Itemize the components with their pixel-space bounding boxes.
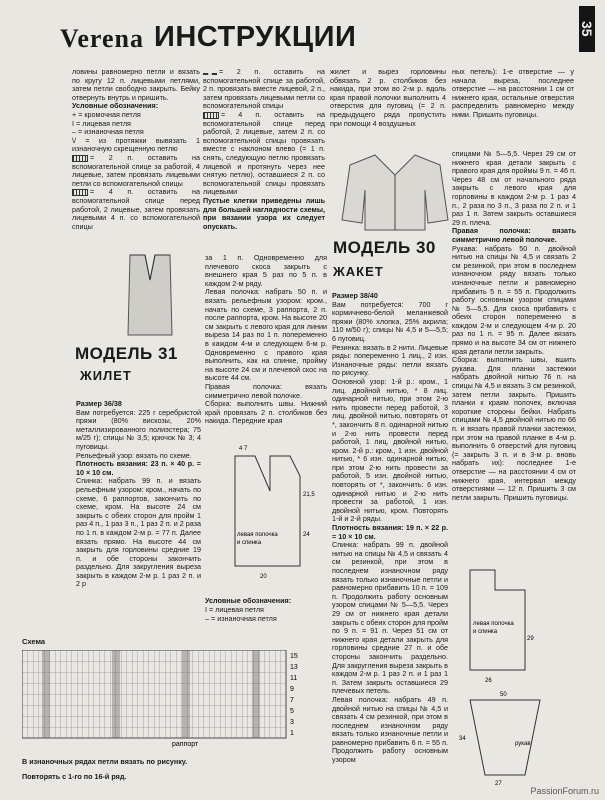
legend-item: – = изнаночная петля xyxy=(72,127,144,137)
dim: 50 xyxy=(500,692,507,698)
gauge: Плотность вязания: 19 п. × 22 р. = 10 × 10 см. xyxy=(332,523,448,541)
dim: 29 xyxy=(527,636,534,642)
legend-2 xyxy=(205,596,291,623)
footer-note-1: В изнаночных рядах петли вязать по рисунку. xyxy=(22,757,188,766)
knitting-chart xyxy=(22,650,302,748)
note: Пустые клетки приведены лишь для большей наглядности схемы, при вязании узора их следует опускать. xyxy=(203,195,325,231)
model-31-instructions xyxy=(76,400,201,632)
row-number: 7 xyxy=(290,697,294,704)
repeat-label: раппорт xyxy=(172,741,199,748)
brand-logo: Verena xyxy=(60,24,144,53)
left-front: Левая полочка: набрать 50 п. и вязать рельефным узором: кром., начать по схеме, 3 раппорта, 2 п. после раппорта, кром. На высоте 20 см закрыть с левого края для линии выреза 14 раз по 1 п. попеременно в каждом 4-м и следующем 6-м р. Одновременно с правого края выполнить, как на спинке, пройму на высоте 24 см и плечевой скос на высоте 44 см. xyxy=(205,287,327,383)
legend-item: I = лицевая петля xyxy=(72,118,131,128)
row-number: 9 xyxy=(290,686,294,693)
diagram-label: и спинка xyxy=(237,540,262,546)
vest-illustration xyxy=(110,250,190,340)
cable-symbol-icon xyxy=(203,70,217,75)
schema-label: Схема xyxy=(22,637,46,646)
watermark: PassionForum.ru xyxy=(530,786,599,796)
legend-item: = 2 п. оставить на вспомогательной спице за работой, 2 п. провязать вместе лицевой, 2 п., затем провязать лицевыми петли со вспомогательной спицы xyxy=(203,68,325,111)
legend-item: + = кромочная петля xyxy=(72,109,141,119)
right-front: Правая полочка: вязать симметрично левой полочке. xyxy=(205,381,327,400)
legend-item: = 4 п. оставить на вспомогательной спице перед работой, 2 лицевые, затем 2 п. со вспомогательной спицы провязать вместе с наклоном влево (= 1 п. снять, следующую петлю провязать лицевой и протянуть через нее снятую петлю), оставшиеся 2 п. со вспомогательной спицы провязать лицевыми xyxy=(203,109,325,197)
cable-symbol-icon xyxy=(72,155,88,162)
size: Размер 38/40 xyxy=(332,292,378,300)
model-31-name: ЖИЛЕТ xyxy=(80,368,132,383)
dim: 34 xyxy=(459,736,466,742)
paragraph: спицами № 5—5,5. Через 29 см от нижнего края детали закрыть с правого края для проймы 9 п. = 46 п. Через 48 см от начального ряда закрыть с левого края для горловины в каждом 2-м р. 1 раз 4 п., 2 раза по 3 п., 3 раза по 2 п. и 1 раз 1 п. Затем закрыть оставшиеся 29 п. плеча. xyxy=(452,150,576,227)
cable-symbol-icon xyxy=(203,112,219,119)
row-number: 1 xyxy=(290,730,294,737)
row-number: 5 xyxy=(290,708,294,715)
dim: 26 xyxy=(485,678,492,684)
model-31-instructions-cont xyxy=(205,254,327,432)
pattern: Рельефный узор: вязать по схеме. xyxy=(76,450,192,460)
legend-item: – = изнаночная петля xyxy=(205,614,277,623)
legend-item: I = лицевая петля xyxy=(205,605,264,614)
assembly: Сборка: выполнить швы, вшить рукава. Для планки застежки набрать двойной нитью 76 п. на спицы № 4,5 и вязать 3 см резинкой, затем петли закрыть. Пришить планки к краям полочек, включая короткие стороны бейки. Набрать спицами № 4,5 двойной нитью по 66 п. и вязать правой планки застежки, при этом на правой планке в 4-м р. выполнить 6 отверстий для пуговиц (= закрыть 3 п. и в 3-м р. вновь набрать их): последнее 1-е отверстие — на расстоянии 4 см от нижнего края, интервал между отверстиями — 12 п. Пришить 3 см петли закрыть. Пришить пуговицы. xyxy=(452,355,576,502)
dim: 4 7 xyxy=(239,446,248,452)
vest-pattern-diagram xyxy=(215,436,325,586)
model-30-instructions-cont xyxy=(452,150,576,550)
main-pattern: Основной узор: 1-й р.: кром., 1 лиц. двойной нитью, * 8 лиц. одинарной нитью, при этом 2-ю нить провести перед работой, 3 лиц. двойной нитью, повторять от *, закончить 8 п. одинарной нитью и 2-ю нить провести перед работой, 1 лиц. двойной нитью, кром. 2-й р.: кром., 1 изн. двойной нитью, * 6 изн. одинарной нитью, при этом 2-ю нить провести за работой, 5 изн. двойной нитью, повторять от *, закончить: 6 изн. одинарной нитью и 2-ю нить провести за работой, 1 изн. двойной нитью, кром. Повторять 1-й и 2-й ряды. xyxy=(332,376,448,524)
row-number: 13 xyxy=(290,664,298,671)
legend-title: Условные обозначения: xyxy=(205,596,292,605)
size: Размер 36/38 xyxy=(76,400,122,408)
model-30-title: МОДЕЛЬ 30 xyxy=(333,238,436,257)
model-31-title: МОДЕЛЬ 31 xyxy=(75,344,178,363)
gauge: Плотность вязания: 23 п. × 40 р. = 10 × 10 см. xyxy=(76,459,201,477)
legend-item: = 2 п. оставить на вспомогательной спице за работой, 4 лицевые, затем провязать лицевыми петли со вспомогательной спицы xyxy=(72,152,200,188)
back: Спинка: набрать 99 п. и вязать рельефным узором: кром., начать по схеме, 6 раппортов, закончить по схеме, кром. На высоте 24 см закрыть с обеих сторон для пройм 1 раз 4 п., 1 раз 3 п., 1 раз 2 п. и 2 раза по 1 п. в каждом 2-м р. = 77 п. Далее вязать прямо. На высоте 44 см закрыть для горловины средние 19 п. и обе стороны закончить раздельно. Для закругления выреза закрыть в каждом 2-м р. 1 раз 2 п. и 2 р xyxy=(76,476,201,589)
dim: 20 xyxy=(260,574,267,580)
legend-item: \/ = из протяжки вывязать 1 изнаночную скрещенную петлю xyxy=(72,135,200,154)
page-header xyxy=(60,14,356,54)
assembly: Сборка: выполнить швы. Нижний край провязать 2 п. столбиков без накида. Передние края xyxy=(205,399,327,426)
paragraph: за 1 п. Одновременно для плечевого скоса закрыть с внешнего края 5 раз по 5 п. в каждом 2-м ряду. xyxy=(205,254,327,288)
jacket-pattern-diagram xyxy=(455,560,575,790)
back: Спинка: набрать 99 п. двойной нитью на спицы № 4,5 и связать 4 см резинкой, при этом в последнем изнаночном ряду вязать только изнаночные петли и равномерно прибавить 10 п. = 109 п. Продолжить работу основным узором спицами № 5—5,5. Через 29 см от нижнего края детали закрыть с обеих сторон для пройм по 9 п. = 91 п. Через 51 см от нижнего края детали закрыть для горловины средние 27 п. и обе стороны закончить раздельно. Для закругления выреза закрыть в каждом 2-м р. 1 раз 2 п. и 1 раз 1 п. Затем закрыть оставшиеся 29 плечевых петель. xyxy=(332,540,448,696)
text-column-4 xyxy=(452,68,574,148)
page-number: 35 xyxy=(579,6,595,52)
right-front: Правая полочка: вязать симметрично левой полочке. xyxy=(452,226,576,244)
model-30-name: ЖАКЕТ xyxy=(333,264,384,279)
row-number: 15 xyxy=(290,653,298,660)
paragraph: жилет и вырез горловины обвязать 2 р. столбиков без накида, при этом во 2-м р. вдоль края правой полочки выполнить 4 отверстия для пуговиц (= 2 п. предыдущего ряда пропустить при помощи 4 воздушных xyxy=(330,68,446,128)
row-number: 11 xyxy=(290,675,298,682)
dim: 27 xyxy=(495,781,502,787)
sleeves: Рукава: набрать 50 п. двойной нитью на спицы № 4,5 и связать 2 см резинкой, при этом в последнем изнаночном ряду вязать только изнаночные петли и равномерно прибавить 5 п. = 55 п. Продолжить работу основным узором спицами № 5—5,5. Для скоса прибавить с обеих сторон попеременно в каждом 2-м и следующем 4-м р. 20 раз по 1 п. = 95 п. Далее вязать прямо и на высоте 34 см от нижнего края детали петли закрыть. xyxy=(452,243,576,356)
paragraph: ловины равномерно петли и вязать по кругу 12 п. лицевыми петлями, затем петли свободно закрыть. Бейку отвернуть внутрь и пришить. xyxy=(72,68,200,102)
diagram-label: рукав xyxy=(515,741,531,747)
jacket-illustration xyxy=(340,145,450,235)
legend-title: Условные обозначения: xyxy=(72,101,159,111)
left-front: Левая полочка: набрать 49 п. двойной нитью на спицы № 4,5 и связать 4 см резинкой, при этом в последнем изнаночном ряду вязать только изнаночные петли и равномерно прибавить 6 п. = 55 п. Продолжить работу основным узором xyxy=(332,694,448,765)
row-number: 3 xyxy=(290,719,294,726)
cable-symbol-icon xyxy=(72,189,88,196)
page-title: ИНСТРУКЦИИ xyxy=(154,21,357,53)
footer-note-2: Повторять с 1-го по 16-й ряд. xyxy=(22,772,127,781)
diagram-label: левая полочка xyxy=(473,621,514,627)
model-30-instructions xyxy=(332,292,448,782)
diagram-label: и спинка xyxy=(473,629,498,635)
text-column-2 xyxy=(203,68,325,258)
text-column-3 xyxy=(330,68,446,128)
dim: 21,5 xyxy=(303,492,315,498)
text-column-1 xyxy=(72,68,200,238)
materials: Вам потребуется: 700 г кормичнево-белой меланжевой пряжи (80% хлопка, 25% акрила; 110 м/50 г); спицы № 4,5 и 5—5,5; 6 пуговиц. xyxy=(332,299,448,343)
rib: Резинка: вязать в 2 нити. Лицевые ряды: попеременно 1 лиц., 2 изн. Изнаночные ряды: петли вязать по рисунку. xyxy=(332,342,448,378)
dim: 24 xyxy=(303,532,310,538)
diagram-label: левая полочка xyxy=(237,532,278,538)
materials: Вам потребуется: 225 г серебристой пряжи (80% вискозы, 20% металлизированного полиэстера; 75 м/25 г); спицы № 3,5; крючок № 3; 4 пуговицы. xyxy=(76,407,201,451)
paragraph: ных петель): 1-е отверстие — у начала выреза, последнее отверстие — на расстоянии 1 см от нижнего края, остальные отверстия распределить равномерно между ними. Пришить пуговицы. xyxy=(452,68,574,119)
legend-item: = 4 п. оставить на вспомогательной спице перед работой, 2 лицевые, затем провязать лицевыми 4 п. со вспомогательной спицы xyxy=(72,187,200,231)
